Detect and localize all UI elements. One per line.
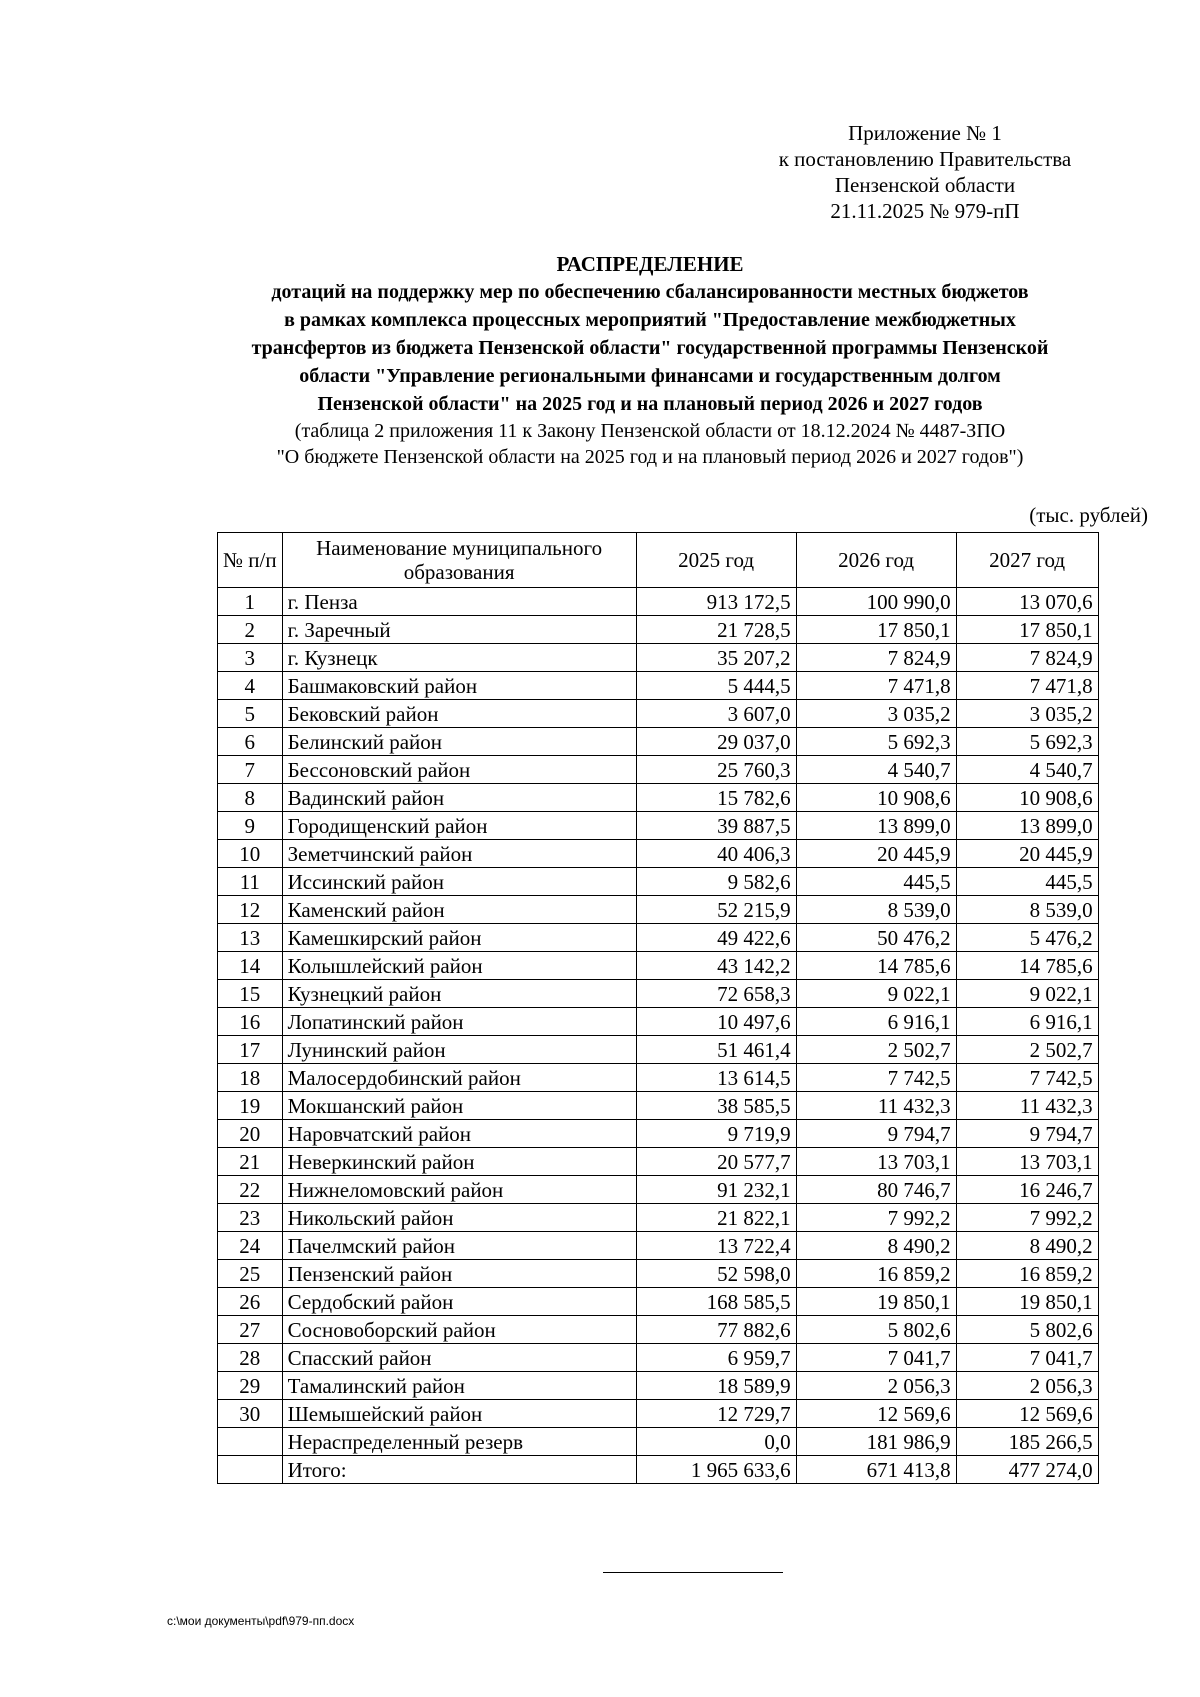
value-2025: 35 207,2 (636, 644, 796, 672)
value-2026: 5 692,3 (796, 728, 956, 756)
table-row (218, 1372, 1099, 1400)
value-2026: 445,5 (796, 868, 956, 896)
value-2025: 18 589,9 (636, 1372, 796, 1400)
table-row (218, 784, 1099, 812)
value-2026: 7 992,2 (796, 1204, 956, 1232)
municipality-name: Нераспределенный резерв (282, 1428, 636, 1456)
municipality-name: Башмаковский район (282, 672, 636, 700)
value-2025: 13 614,5 (636, 1064, 796, 1092)
value-2027: 2 056,3 (956, 1372, 1098, 1400)
row-number: 4 (218, 672, 283, 700)
value-2026: 13 703,1 (796, 1148, 956, 1176)
municipality-name: Шемышейский район (282, 1400, 636, 1428)
table-row (218, 756, 1099, 784)
value-2025: 21 728,5 (636, 616, 796, 644)
row-number: 26 (218, 1288, 283, 1316)
municipality-name: Вадинский район (282, 784, 636, 812)
value-2025: 6 959,7 (636, 1344, 796, 1372)
municipality-name: г. Кузнецк (282, 644, 636, 672)
municipality-name: Пачелмский район (282, 1232, 636, 1260)
table-row (218, 1204, 1099, 1232)
table-row (218, 1344, 1099, 1372)
value-2027: 16 246,7 (956, 1176, 1098, 1204)
value-2027: 3 035,2 (956, 700, 1098, 728)
table-header-row (218, 533, 1099, 588)
value-2025: 43 142,2 (636, 952, 796, 980)
row-number: 24 (218, 1232, 283, 1260)
row-number: 23 (218, 1204, 283, 1232)
value-2025: 15 782,6 (636, 784, 796, 812)
appendix-line-4: 21.11.2025 № 979-пП (830, 199, 1020, 223)
value-2027: 8 490,2 (956, 1232, 1098, 1260)
value-2027: 7 742,5 (956, 1064, 1098, 1092)
value-2026: 7 742,5 (796, 1064, 956, 1092)
table-body (218, 588, 1099, 1484)
value-2027: 445,5 (956, 868, 1098, 896)
table-row (218, 1036, 1099, 1064)
value-2027: 4 540,7 (956, 756, 1098, 784)
value-2027: 13 899,0 (956, 812, 1098, 840)
row-number: 30 (218, 1400, 283, 1428)
distribution-table (217, 532, 1099, 1484)
table-row (218, 1232, 1099, 1260)
municipality-name: Земетчинский район (282, 840, 636, 868)
row-number: 16 (218, 1008, 283, 1036)
subtitle-line: области "Управление региональными финансами и государственным долгом (299, 365, 1001, 387)
subtitle-line: дотаций на поддержку мер по обеспечению сбалансированности местных бюджетов (271, 281, 1029, 303)
municipality-name: Малосердобинский район (282, 1064, 636, 1092)
table-row (218, 1456, 1099, 1484)
appendix-block (700, 120, 1150, 224)
table-row (218, 812, 1099, 840)
value-2026: 10 908,6 (796, 784, 956, 812)
municipality-name: г. Пенза (282, 588, 636, 616)
value-2027: 9 794,7 (956, 1120, 1098, 1148)
value-2025: 25 760,3 (636, 756, 796, 784)
row-number: 18 (218, 1064, 283, 1092)
value-2027: 2 502,7 (956, 1036, 1098, 1064)
value-2027: 13 070,6 (956, 588, 1098, 616)
value-2026: 11 432,3 (796, 1092, 956, 1120)
municipality-name: г. Заречный (282, 616, 636, 644)
municipality-name: Бессоновский район (282, 756, 636, 784)
row-number: 12 (218, 896, 283, 924)
row-number: 5 (218, 700, 283, 728)
value-2025: 29 037,0 (636, 728, 796, 756)
municipality-name: Сердобский район (282, 1288, 636, 1316)
row-number: 25 (218, 1260, 283, 1288)
row-number: 17 (218, 1036, 283, 1064)
value-2026: 7 041,7 (796, 1344, 956, 1372)
document-title: РАСПРЕДЕЛЕНИЕ (556, 252, 744, 276)
row-number: 10 (218, 840, 283, 868)
municipality-name: Бековский район (282, 700, 636, 728)
closing-separator (603, 1572, 783, 1573)
value-2026: 671 413,8 (796, 1456, 956, 1484)
units-label: (тыс. рублей) (1029, 503, 1148, 527)
table-row (218, 700, 1099, 728)
value-2026: 7 471,8 (796, 672, 956, 700)
table-row (218, 1260, 1099, 1288)
value-2026: 20 445,9 (796, 840, 956, 868)
file-path: c:\мои документы\pdf\979-пп.docx (167, 1614, 355, 1628)
table-row (218, 1064, 1099, 1092)
row-number: 21 (218, 1148, 283, 1176)
municipality-name: Камешкирский район (282, 924, 636, 952)
table-row (218, 1008, 1099, 1036)
table-row (218, 1148, 1099, 1176)
value-2027: 20 445,9 (956, 840, 1098, 868)
table-row (218, 924, 1099, 952)
value-2027: 14 785,6 (956, 952, 1098, 980)
table-row (218, 1176, 1099, 1204)
table-row (218, 1400, 1099, 1428)
row-number: 3 (218, 644, 283, 672)
municipality-name: Неверкинский район (282, 1148, 636, 1176)
table-row (218, 616, 1099, 644)
value-2027: 17 850,1 (956, 616, 1098, 644)
table-row (218, 1092, 1099, 1120)
row-number: 2 (218, 616, 283, 644)
value-2026: 3 035,2 (796, 700, 956, 728)
row-number: 28 (218, 1344, 283, 1372)
table-row (218, 1120, 1099, 1148)
value-2026: 2 502,7 (796, 1036, 956, 1064)
row-number: 9 (218, 812, 283, 840)
value-2027: 477 274,0 (956, 1456, 1098, 1484)
value-2025: 51 461,4 (636, 1036, 796, 1064)
value-2027: 7 471,8 (956, 672, 1098, 700)
municipality-name: Нижнеломовский район (282, 1176, 636, 1204)
municipality-name: Сосновоборский район (282, 1316, 636, 1344)
note-line: "О бюджете Пензенской области на 2025 год и на плановый период 2026 и 2027 годов") (276, 446, 1024, 468)
municipality-name: Иссинский район (282, 868, 636, 896)
municipality-name: Городищенский район (282, 812, 636, 840)
document-heading (150, 250, 1150, 470)
row-number: 6 (218, 728, 283, 756)
table-row (218, 980, 1099, 1008)
value-2026: 16 859,2 (796, 1260, 956, 1288)
value-2027: 12 569,6 (956, 1400, 1098, 1428)
value-2027: 5 692,3 (956, 728, 1098, 756)
row-number: 27 (218, 1316, 283, 1344)
value-2026: 8 539,0 (796, 896, 956, 924)
value-2025: 13 722,4 (636, 1232, 796, 1260)
municipality-name: Лопатинский район (282, 1008, 636, 1036)
value-2025: 10 497,6 (636, 1008, 796, 1036)
value-2026: 9 794,7 (796, 1120, 956, 1148)
row-number: 15 (218, 980, 283, 1008)
value-2026: 9 022,1 (796, 980, 956, 1008)
table-row (218, 644, 1099, 672)
table-row (218, 840, 1099, 868)
value-2026: 181 986,9 (796, 1428, 956, 1456)
value-2025: 72 658,3 (636, 980, 796, 1008)
municipality-name: Пензенский район (282, 1260, 636, 1288)
row-number: 13 (218, 924, 283, 952)
value-2025: 49 422,6 (636, 924, 796, 952)
row-number: 19 (218, 1092, 283, 1120)
row-number: 8 (218, 784, 283, 812)
note-line: (таблица 2 приложения 11 к Закону Пензенской области от 18.12.2024 № 4487-ЗПО (294, 420, 1006, 442)
header-2027: 2027 год (956, 533, 1098, 588)
value-2025: 0,0 (636, 1428, 796, 1456)
header-num: № п/п (218, 533, 283, 588)
value-2027: 8 539,0 (956, 896, 1098, 924)
appendix-line-2: к постановлению Правительства (778, 147, 1072, 171)
municipality-name: Наровчатский район (282, 1120, 636, 1148)
value-2025: 39 887,5 (636, 812, 796, 840)
municipality-name: Мокшанский район (282, 1092, 636, 1120)
row-number: 11 (218, 868, 283, 896)
value-2026: 50 476,2 (796, 924, 956, 952)
row-number: 1 (218, 588, 283, 616)
value-2027: 7 824,9 (956, 644, 1098, 672)
value-2025: 168 585,5 (636, 1288, 796, 1316)
table-row (218, 1428, 1099, 1456)
appendix-line-1: Приложение № 1 (848, 121, 1002, 145)
value-2026: 19 850,1 (796, 1288, 956, 1316)
row-number (218, 1428, 283, 1456)
value-2026: 13 899,0 (796, 812, 956, 840)
municipality-name: Лунинский район (282, 1036, 636, 1064)
value-2025: 913 172,5 (636, 588, 796, 616)
value-2027: 9 022,1 (956, 980, 1098, 1008)
value-2027: 185 266,5 (956, 1428, 1098, 1456)
subtitle-line: Пензенской области" на 2025 год и на плановый период 2026 и 2027 годов (317, 393, 983, 415)
municipality-name: Никольский район (282, 1204, 636, 1232)
value-2025: 52 598,0 (636, 1260, 796, 1288)
value-2025: 21 822,1 (636, 1204, 796, 1232)
value-2025: 12 729,7 (636, 1400, 796, 1428)
table-row (218, 896, 1099, 924)
value-2027: 19 850,1 (956, 1288, 1098, 1316)
row-number: 14 (218, 952, 283, 980)
value-2025: 38 585,5 (636, 1092, 796, 1120)
value-2027: 6 916,1 (956, 1008, 1098, 1036)
value-2026: 6 916,1 (796, 1008, 956, 1036)
municipality-name: Каменский район (282, 896, 636, 924)
row-number: 20 (218, 1120, 283, 1148)
municipality-name: Спасский район (282, 1344, 636, 1372)
row-number (218, 1456, 283, 1484)
value-2025: 9 719,9 (636, 1120, 796, 1148)
subtitle-line: трансфертов из бюджета Пензенской области" государственной программы Пензенской (251, 337, 1049, 359)
value-2025: 40 406,3 (636, 840, 796, 868)
municipality-name: Тамалинский район (282, 1372, 636, 1400)
value-2026: 12 569,6 (796, 1400, 956, 1428)
table-row (218, 672, 1099, 700)
municipality-name: Итого: (282, 1456, 636, 1484)
value-2027: 16 859,2 (956, 1260, 1098, 1288)
row-number: 22 (218, 1176, 283, 1204)
value-2027: 10 908,6 (956, 784, 1098, 812)
table-row (218, 868, 1099, 896)
value-2025: 5 444,5 (636, 672, 796, 700)
value-2026: 17 850,1 (796, 616, 956, 644)
value-2026: 5 802,6 (796, 1316, 956, 1344)
value-2026: 4 540,7 (796, 756, 956, 784)
value-2025: 1 965 633,6 (636, 1456, 796, 1484)
value-2027: 5 476,2 (956, 924, 1098, 952)
value-2025: 20 577,7 (636, 1148, 796, 1176)
table-row (218, 1316, 1099, 1344)
value-2026: 2 056,3 (796, 1372, 956, 1400)
municipality-name: Колышлейский район (282, 952, 636, 980)
value-2027: 7 992,2 (956, 1204, 1098, 1232)
header-2026: 2026 год (796, 533, 956, 588)
value-2027: 5 802,6 (956, 1316, 1098, 1344)
municipality-name: Кузнецкий район (282, 980, 636, 1008)
header-2025: 2025 год (636, 533, 796, 588)
municipality-name: Белинский район (282, 728, 636, 756)
header-name: Наименование муниципального образования (282, 533, 636, 588)
table-row (218, 1288, 1099, 1316)
value-2025: 91 232,1 (636, 1176, 796, 1204)
row-number: 7 (218, 756, 283, 784)
table-row (218, 952, 1099, 980)
value-2027: 7 041,7 (956, 1344, 1098, 1372)
table-row (218, 588, 1099, 616)
appendix-line-3: Пензенской области (834, 173, 1016, 197)
value-2026: 80 746,7 (796, 1176, 956, 1204)
value-2026: 7 824,9 (796, 644, 956, 672)
table-row (218, 728, 1099, 756)
value-2026: 8 490,2 (796, 1232, 956, 1260)
value-2027: 13 703,1 (956, 1148, 1098, 1176)
value-2027: 11 432,3 (956, 1092, 1098, 1120)
value-2025: 77 882,6 (636, 1316, 796, 1344)
value-2025: 3 607,0 (636, 700, 796, 728)
value-2026: 14 785,6 (796, 952, 956, 980)
value-2025: 52 215,9 (636, 896, 796, 924)
value-2026: 100 990,0 (796, 588, 956, 616)
row-number: 29 (218, 1372, 283, 1400)
subtitle-line: в рамках комплекса процессных мероприятий "Предоставление межбюджетных (284, 309, 1016, 331)
value-2025: 9 582,6 (636, 868, 796, 896)
